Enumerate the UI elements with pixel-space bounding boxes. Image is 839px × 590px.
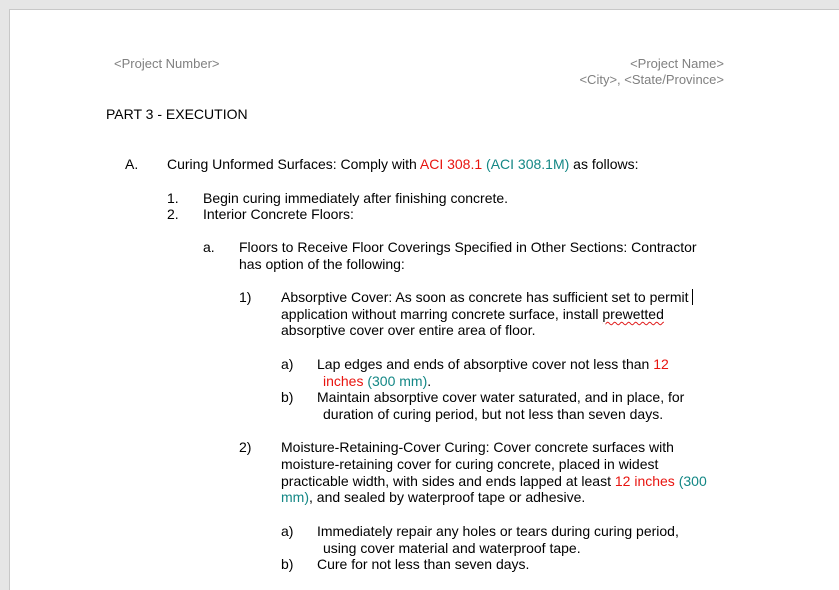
sub-2-line2: moisture-retaining cover for curing concrete, placed in widest bbox=[281, 456, 659, 472]
sub-2-label: 2) bbox=[239, 439, 252, 455]
sub-1a-end: . bbox=[427, 373, 432, 389]
part-title: PART 3 - EXECUTION bbox=[106, 106, 248, 122]
sub-1a-line2 bbox=[323, 373, 431, 390]
header-project-number: <Project Number> bbox=[114, 56, 220, 71]
item-2a-line2: has option of the following: bbox=[239, 256, 405, 272]
sub-1a-metric: (300 mm) bbox=[367, 373, 428, 389]
sub-2-line1: Moisture-Retaining-Cover Curing: Cover concrete surfaces with bbox=[281, 439, 674, 455]
text-cursor bbox=[692, 289, 693, 305]
header-project-name: <Project Name> bbox=[630, 56, 724, 71]
sub-2-line4-text: , and sealed by waterproof tape or adhesive. bbox=[309, 489, 586, 505]
sub-1a-line1-text: Lap edges and ends of absorptive cover not less than bbox=[317, 356, 654, 372]
sub-1a-label: a) bbox=[281, 356, 294, 372]
sub-1b-line2: duration of curing period, but not less than seven days. bbox=[323, 406, 664, 422]
sub-1-label: 1) bbox=[239, 289, 252, 305]
article-a-text-after: as follows: bbox=[569, 156, 639, 172]
sub-2a-line1: Immediately repair any holes or tears during curing period, bbox=[317, 523, 679, 539]
item-1-label: 1. bbox=[167, 190, 179, 206]
sub-1b-label: b) bbox=[281, 389, 294, 405]
sub-2b-label: b) bbox=[281, 556, 294, 572]
sub-1-line1-text: Absorptive Cover: As soon as concrete has sufficient set to permit bbox=[281, 289, 689, 305]
document-page[interactable] bbox=[9, 9, 839, 590]
article-a-ref-metric: (ACI 308.1M) bbox=[486, 156, 570, 172]
sub-1-line3: absorptive cover over entire area of floor. bbox=[281, 322, 536, 338]
sub-2-value: 12 inches bbox=[614, 473, 675, 489]
sub-2-line3 bbox=[281, 473, 707, 490]
sub-2b-text: Cure for not less than seven days. bbox=[317, 556, 530, 572]
sub-1-line1 bbox=[281, 289, 693, 306]
sub-1a-unit: inches bbox=[323, 373, 364, 389]
item-2-text: Interior Concrete Floors: bbox=[203, 206, 354, 222]
sub-2-metric-end: mm) bbox=[281, 489, 309, 505]
sub-1-line2-text: application without marring concrete surface, install bbox=[281, 306, 603, 322]
article-a-label: A. bbox=[125, 156, 139, 172]
article-a-text-before: Curing Unformed Surfaces: Comply with bbox=[167, 156, 420, 172]
sub-2a-line2: using cover material and waterproof tape. bbox=[323, 540, 581, 556]
item-2a-label: a. bbox=[203, 239, 215, 255]
sub-2-metric-start: (300 bbox=[678, 473, 707, 489]
sub-1a-value: 12 bbox=[653, 356, 669, 372]
sub-1a-line1 bbox=[317, 356, 669, 373]
sub-2-line4 bbox=[281, 489, 585, 506]
header-city-state: <City>, <State/Province> bbox=[579, 72, 724, 87]
sub-2-line3-text: practicable width, with sides and ends lapped at least bbox=[281, 473, 615, 489]
sub-1-line2 bbox=[281, 306, 664, 323]
item-2a-line1: Floors to Receive Floor Coverings Specified in Other Sections: Contractor bbox=[239, 239, 697, 255]
spelling-flagged-word[interactable]: prewetted bbox=[602, 306, 664, 322]
item-2-label: 2. bbox=[167, 206, 179, 222]
article-a-text bbox=[167, 156, 639, 173]
item-1-text: Begin curing immediately after finishing concrete. bbox=[203, 190, 509, 206]
sub-1b-line1: Maintain absorptive cover water saturated, and in place, for bbox=[317, 389, 685, 405]
sub-2a-label: a) bbox=[281, 523, 294, 539]
article-a-ref-imperial: ACI 308.1 bbox=[419, 156, 483, 172]
